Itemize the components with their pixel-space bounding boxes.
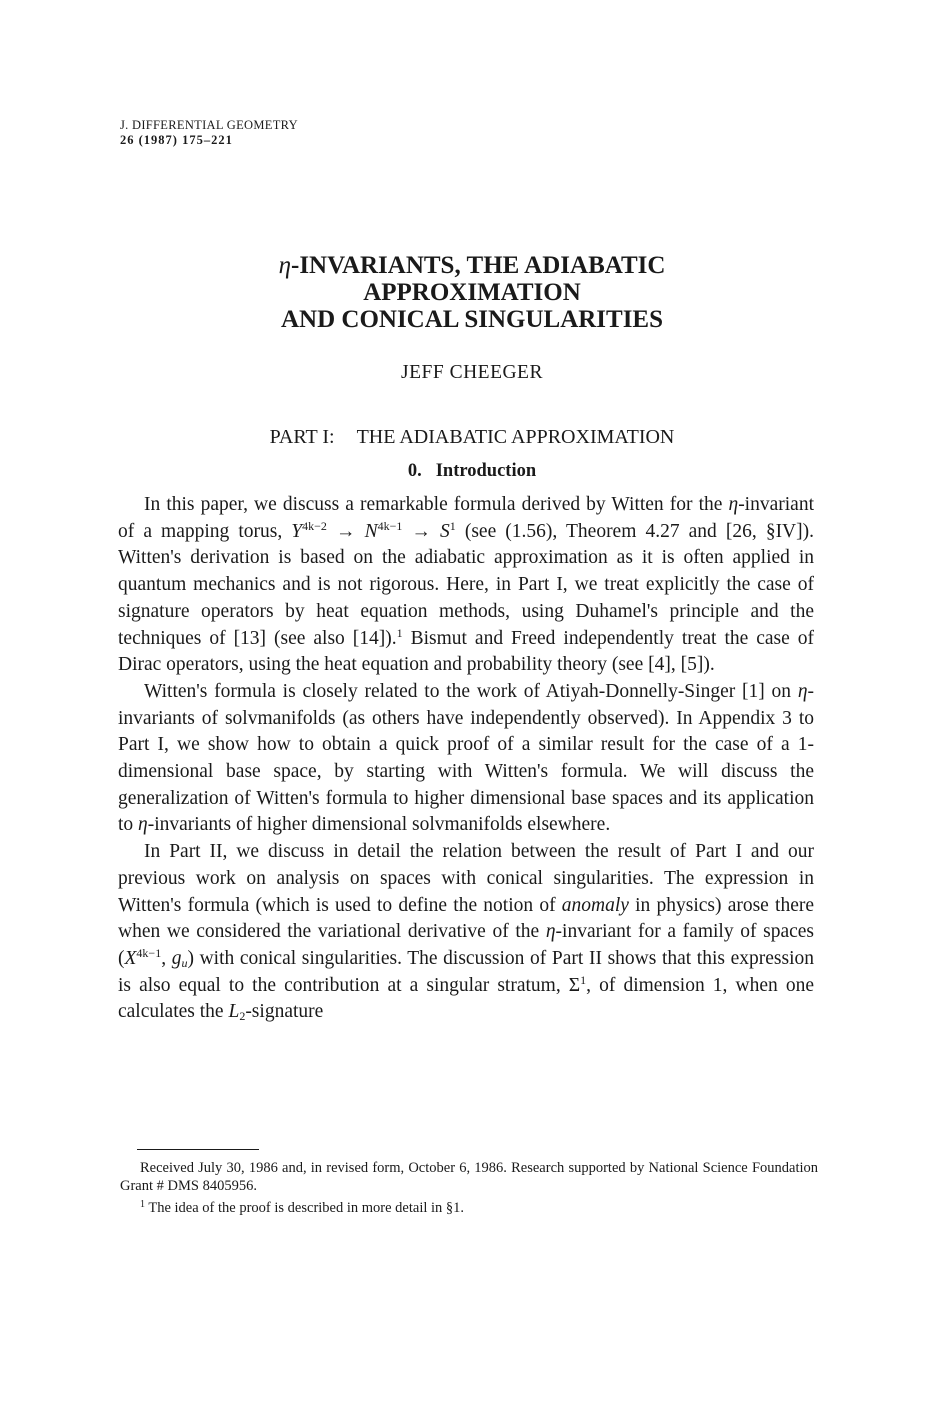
p3-L-subscript: 2 (239, 1009, 246, 1024)
section-number: 0. (407, 461, 422, 481)
paragraph-3 (118, 839, 814, 1026)
title-line-2: APPROXIMATION (363, 279, 581, 306)
p3-text-f: -signature (245, 1001, 324, 1023)
p1-arrow-1: → (326, 520, 365, 542)
title-line-1-text: -INVARIANTS, THE ADIABATIC (291, 252, 666, 279)
p3-text-d: ) with conical singularities. The discussion of Part II shows that this expression is also equal to the contribution at a singular stratum, (118, 947, 815, 996)
p3-text-a: In Part II, we discuss in detail the relation between the result of Part I and our previous work on analysis on spaces with conical singularities. The expression in Witten's formula (which is used to define the notion of (118, 841, 814, 916)
footnote-divider (137, 1149, 259, 1150)
footnote-1 (120, 1199, 818, 1217)
part-label: PART I: (269, 426, 335, 448)
p1-text-c: (see (1.56), Theorem 4.27 and [26, §IV]). Witten's derivation is based on the adiabatic approximation as it is often applied in quantum mechanics and is not rigorous. Here, in Part I, we treat explicitly the case of signature operators by heat equation methods, using Duhamel's principle and the techniques of [13] (see also [14]). (118, 520, 815, 649)
p2-eta-2: η (138, 814, 148, 836)
p1-S: S (440, 520, 450, 542)
p3-text-c: -invariant for a family of spaces ( (118, 921, 814, 969)
p3-comma: , (161, 947, 172, 969)
p3-text-e: , of dimension 1, when one calculates the (118, 974, 814, 1023)
paragraph-1 (118, 492, 814, 679)
part-title: THE ADIABATIC APPROXIMATION (356, 426, 675, 448)
p1-N-exponent: 4k−1 (377, 518, 403, 533)
journal-volume: 26 (1987) 175–221 (120, 133, 233, 147)
footnote-reference-1[interactable]: 1 (396, 625, 403, 640)
p1-Y-exponent: 4k−2 (302, 518, 327, 533)
title-line-3: AND CONICAL SINGULARITIES (280, 306, 664, 333)
p3-anomaly: anomaly (561, 894, 629, 916)
p1-S-exponent: 1 (449, 518, 456, 533)
part-heading (0, 426, 944, 449)
p1-text-d: Bismut and Freed independently treat the case of Dirac operators, using the heat equation and probability theory (see [4], [5]). (118, 627, 814, 676)
p3-text-b: in physics) arose there when we considered the variational derivative of the (118, 894, 814, 943)
body-text (118, 492, 814, 1026)
journal-header (120, 118, 298, 148)
p1-N: N (364, 520, 378, 542)
p3-sigma-exponent: 1 (580, 972, 587, 987)
footnote-1-marker: 1 (140, 1199, 145, 1210)
received-note: Received July 30, 1986 and, in revised form, October 6, 1986. Research supported by National Science Foundation Grant # DMS 8405956. (120, 1160, 818, 1194)
p1-text-a: In this paper, we discuss a remarkable formula derived by Witten for the (144, 494, 729, 515)
title-eta-symbol: η (278, 252, 291, 279)
p3-eta: η (545, 921, 556, 943)
section-heading (0, 461, 944, 482)
footnote-1-text: The idea of the proof is described in more detail in §1. (145, 1200, 465, 1216)
p1-Y: Y (291, 520, 303, 542)
p3-X: X (124, 947, 137, 969)
paragraph-2 (118, 679, 814, 839)
section-title: Introduction (435, 461, 537, 481)
p3-L: L (228, 1001, 240, 1023)
p3-sigma: Σ (568, 974, 581, 996)
paper-title (0, 252, 944, 333)
p3-g-subscript: u (181, 955, 188, 970)
p2-text-a: Witten's formula is closely related to the work of Atiyah-Donnelly-Singer [1] on (144, 680, 798, 702)
title-line-1 (0, 252, 944, 279)
p3-X-exponent: 4k−1 (136, 945, 162, 960)
p1-arrow-2: → (402, 520, 441, 542)
p1-eta: η (728, 494, 739, 515)
p2-text-b: -invariants of solvmanifolds (as others have independently observed). In Appendix 3 to Part I, we show how to obtain a quick proof of a similar result for the case of a 1-dimensional base space, by starting with Witten's formula. We will discuss the generalization of Witten's formula to higher dimensional base spaces and its application to (118, 680, 814, 836)
p2-eta: η (797, 680, 808, 702)
p1-text-b: -invariant of a mapping torus, (118, 494, 814, 542)
journal-name: J. DIFFERENTIAL GEOMETRY (120, 118, 298, 132)
p3-g: g (171, 947, 182, 969)
p2-text-c: -invariants of higher dimensional solvmanifolds elsewhere. (147, 814, 611, 836)
author: JEFF CHEEGER (401, 362, 543, 383)
